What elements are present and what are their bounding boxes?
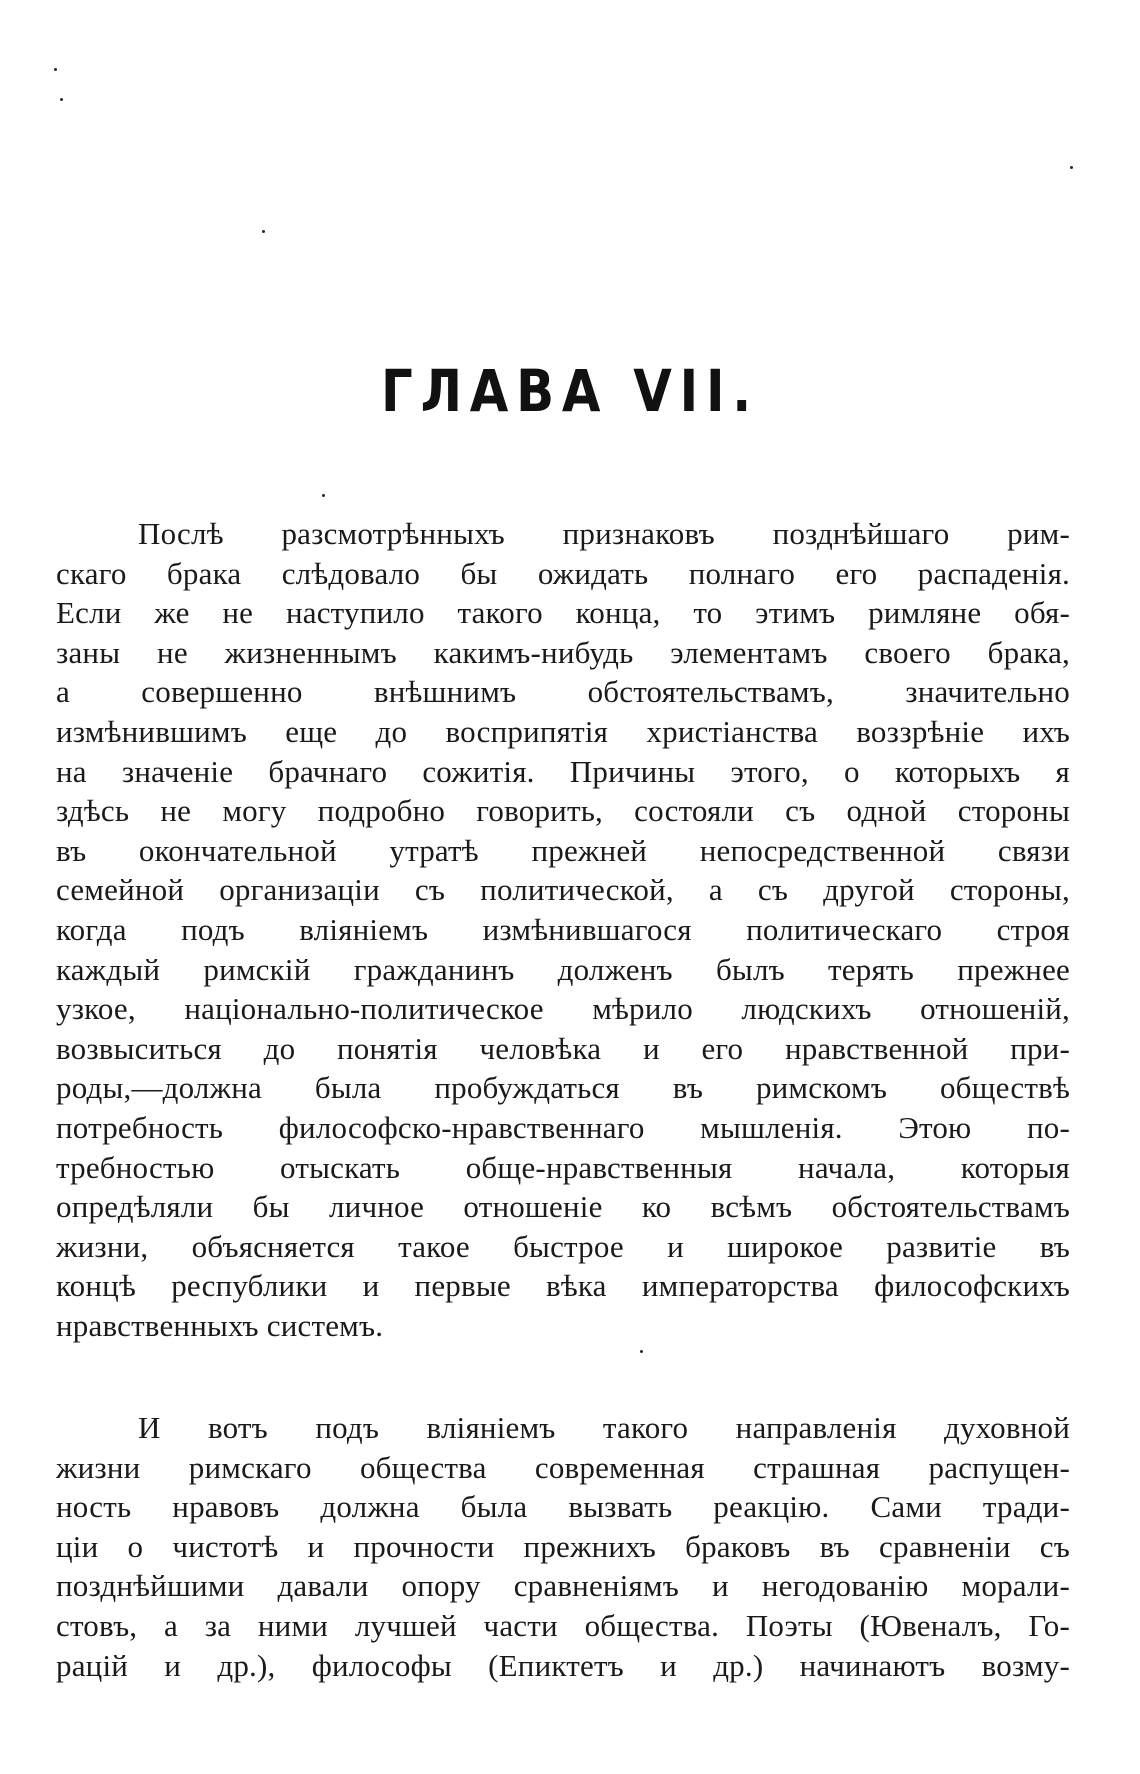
paragraph-1 — [56, 514, 1070, 1345]
text-line: заны не жизненнымъ какимъ-нибудь элементамъ своего брака, — [56, 634, 1070, 670]
text-line: жизни римскаго общества современная страшная распущен- — [56, 1449, 1070, 1485]
text-line: рацій и др.), философы (Епиктетъ и др.) начинаютъ возму- — [56, 1647, 1070, 1683]
text-line: И вотъ подъ вліяніемъ такого направленія духовной — [138, 1410, 1070, 1445]
text-line: Если же не наступило такого конца, то этимъ римляне обя- — [56, 595, 1070, 631]
scan-speck — [262, 230, 265, 233]
text-line: измѣнившимъ еще до восприпятія христіанства воззрѣніе ихъ — [56, 713, 1070, 749]
text-line: роды,—должна была пробуждаться въ римскомъ обществѣ — [56, 1070, 1070, 1106]
text-line: семейной организаціи съ политической, а съ другой стороны, — [56, 872, 1070, 908]
text-line: требностью отыскать обще-нравственныя начала, которыя — [56, 1149, 1070, 1185]
text-line: узкое, національно-политическое мѣрило людскихъ отношеній, — [56, 991, 1070, 1027]
text-line: ность нравовъ должна была вызвать реакцію. Сами тради- — [56, 1489, 1070, 1525]
text-line: когда подъ вліяніемъ измѣнившагося политическаго строя — [56, 911, 1070, 947]
text-line: на значеніе брачнаго сожитія. Причины этого, о которыхъ я — [56, 753, 1070, 789]
scan-speck — [322, 494, 325, 497]
text-line: потребность философско-нравственнаго мышленія. Этою по- — [56, 1109, 1070, 1145]
text-line: Послѣ разсмотрѣнныхъ признаковъ позднѣйшаго рим- — [138, 516, 1070, 551]
text-line: въ окончательной утратѣ прежней непосредственной связи — [56, 832, 1070, 868]
text-line: возвыситься до понятія человѣка и его нравственной при- — [56, 1030, 1070, 1066]
text-line: здѣсь не могу подробно говорить, состояли съ одной стороны — [56, 793, 1070, 829]
text-line: а совершенно внѣшнимъ обстоятельствамъ, значительно — [56, 674, 1070, 710]
chapter-title: ГЛАВА VII. — [381, 357, 759, 425]
scan-speck — [640, 1350, 643, 1353]
text-line: скаго брака слѣдовало бы ожидать полнаго его распаденія. — [56, 555, 1070, 591]
text-line: стовъ, а за ними лучшей части общества. Поэты (Ювеналъ, Го- — [56, 1607, 1070, 1643]
scan-speck — [60, 98, 63, 101]
text-line: опредѣляли бы личное отношеніе ко всѣмъ обстоятельствамъ — [56, 1189, 1070, 1225]
text-line: каждый римскій гражданинъ долженъ былъ терять прежнее — [56, 951, 1070, 987]
text-line: ціи о чистотѣ и прочности прежнихъ браковъ въ сравненіи съ — [56, 1528, 1070, 1564]
paragraph-2 — [56, 1408, 1070, 1685]
scan-speck — [1070, 166, 1073, 169]
text-line: жизни, объясняется такое быстрое и широкое развитіе въ — [56, 1228, 1070, 1264]
scan-speck — [54, 68, 57, 71]
text-line: позднѣйшими давали опору сравненіямъ и негодованію морали- — [56, 1568, 1070, 1604]
text-line: нравственныхъ системъ. — [56, 1307, 384, 1343]
text-line: концѣ республики и первые вѣка императорства философскихъ — [56, 1268, 1070, 1304]
